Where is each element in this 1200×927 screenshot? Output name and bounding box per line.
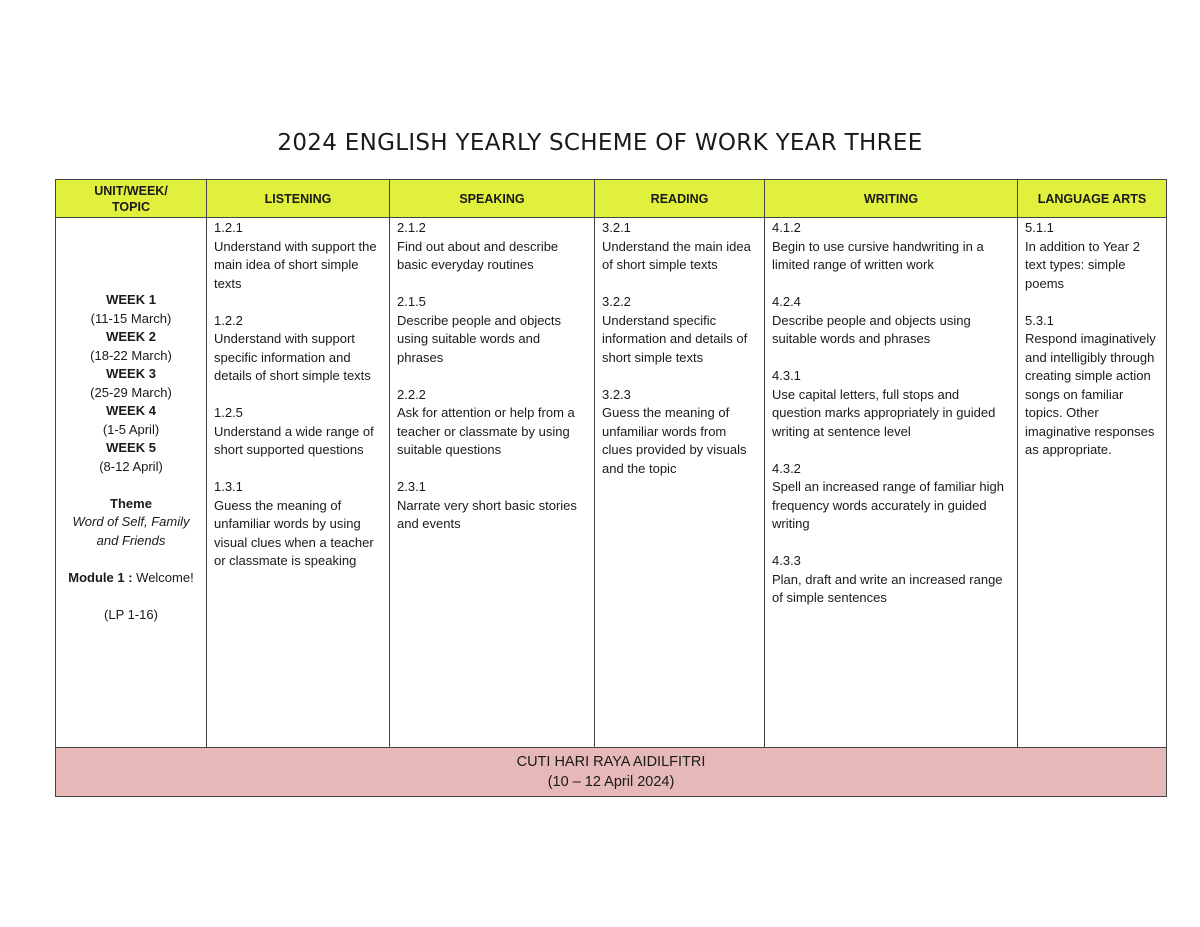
header-listening: LISTENING [207, 180, 390, 218]
theme-label: Theme [110, 495, 152, 511]
skill-description: Describe people and objects using suitable words and phrases [397, 312, 562, 365]
holiday-name: CUTI HARI RAYA AIDILFITRI [516, 754, 706, 770]
language-arts-item [1025, 312, 1160, 460]
speaking-item [397, 478, 588, 534]
unit-week-cell [56, 218, 207, 748]
week-2-dates: (18-22 March) [90, 347, 172, 363]
skill-code: 2.1.5 [397, 294, 426, 309]
language-arts-item [1025, 219, 1160, 293]
skill-code: 4.1.2 [772, 220, 801, 235]
skill-code: 4.3.2 [772, 460, 801, 476]
skill-code: 5.3.1 [1025, 312, 1054, 328]
skill-code: 2.1.2 [397, 220, 426, 235]
theme-text: Word of Self, Family and Friends [72, 514, 190, 548]
module-line [60, 569, 202, 588]
holiday-dates: (10 – 12 April 2024) [547, 774, 675, 790]
writing-item [772, 293, 1011, 349]
header-speaking: SPEAKING [390, 180, 595, 218]
lesson-plan-range: (LP 1-16) [104, 606, 158, 622]
writing-cell [765, 218, 1018, 748]
skill-description: Narrate very short basic stories and events [397, 497, 577, 531]
week-2-label: WEEK 2 [106, 329, 156, 344]
week-3-label: WEEK 3 [106, 366, 156, 381]
holiday-cell [56, 748, 1167, 797]
speaking-item [397, 293, 588, 367]
skill-description: Describe people and objects using suitable words and phrases [772, 312, 971, 346]
writing-item [772, 367, 1011, 441]
writing-item [772, 552, 1011, 608]
content-row [56, 218, 1167, 748]
listening-item [214, 312, 383, 386]
week-3-dates: (25-29 March) [90, 384, 172, 400]
skill-description: Understand specific information and details of short simple texts [602, 312, 748, 365]
reading-item [602, 386, 758, 479]
header-reading: READING [595, 180, 765, 218]
reading-item [602, 293, 758, 367]
skill-description: Guess the meaning of unfamiliar words from clues provided by visuals and the topic [602, 405, 747, 476]
language-arts-cell [1018, 218, 1167, 748]
week-1-dates: (11-15 March) [90, 310, 172, 326]
skill-code: 4.2.4 [772, 294, 801, 309]
week-4-label: WEEK 4 [106, 403, 156, 418]
skill-code: 2.3.1 [397, 479, 426, 494]
skill-description: Understand the main idea of short simple texts [602, 238, 751, 272]
skill-code: 5.1.1 [1025, 220, 1054, 235]
skill-code: 1.2.5 [214, 405, 243, 420]
skill-code: 1.2.1 [214, 220, 243, 235]
header-language-arts: LANGUAGE ARTS [1018, 180, 1167, 218]
speaking-cell [390, 218, 595, 748]
week-5-dates: (8-12 April) [99, 458, 163, 474]
week-1-label: WEEK 1 [106, 292, 156, 307]
skill-code: 1.3.1 [214, 479, 243, 494]
week-4-dates: (1-5 April) [102, 421, 160, 437]
skill-code: 1.2.2 [214, 312, 243, 328]
skill-code: 3.2.3 [602, 386, 631, 402]
reading-item [602, 219, 758, 275]
skill-description: Plan, draft and write an increased range of simple sentences [772, 571, 1003, 605]
header-writing: WRITING [765, 180, 1018, 218]
listening-item [214, 404, 383, 460]
skill-description: Find out about and describe basic everyday routines [397, 238, 559, 272]
skill-description: Respond imaginatively and intelligibly through creating simple action songs on familiar topics. Other imaginative responses as appropriate. [1025, 331, 1156, 457]
listening-item [214, 219, 383, 293]
writing-item [772, 219, 1011, 275]
header-row [56, 180, 1167, 218]
header-unit-line1: UNIT/WEEK/ [94, 183, 168, 198]
writing-item [772, 460, 1011, 534]
skill-code: 3.2.1 [602, 220, 631, 235]
speaking-item [397, 219, 588, 275]
page-title: 2024 ENGLISH YEARLY SCHEME OF WORK YEAR THREE [277, 130, 923, 156]
skill-code: 2.2.2 [397, 386, 426, 402]
header-unit-line2: TOPIC [112, 199, 150, 214]
skill-description: Use capital letters, full stops and question marks appropriately in guided writing at sentence level [772, 386, 996, 439]
scheme-of-work-table [55, 179, 1167, 797]
skill-code: 4.3.3 [772, 553, 801, 568]
reading-cell [595, 218, 765, 748]
holiday-row [56, 748, 1167, 797]
skill-description: Guess the meaning of unfamiliar words by using visual clues when a teacher or classmate is speaking [214, 497, 374, 568]
skill-code: 4.3.1 [772, 368, 801, 383]
module-name: Welcome! [132, 569, 194, 585]
skill-description: Understand with support the main idea of short simple texts [214, 238, 377, 291]
listening-cell [207, 218, 390, 748]
module-label: Module 1 : [68, 569, 133, 585]
skill-description: Ask for attention or help from a teacher or classmate by using suitable questions [397, 405, 575, 457]
skill-description: Spell an increased range of familiar high frequency words accurately in guided writing [772, 479, 1004, 531]
speaking-item [397, 386, 588, 460]
skill-description: Begin to use cursive handwriting in a limited range of written work [772, 238, 984, 272]
skill-description: Understand a wide range of short supported questions [214, 423, 374, 457]
week-5-label: WEEK 5 [106, 440, 156, 455]
listening-item [214, 478, 383, 571]
skill-description: Understand with support specific information and details of short simple texts [214, 331, 371, 383]
skill-description: In addition to Year 2 text types: simple poems [1025, 238, 1140, 291]
header-unit-week-topic [56, 180, 207, 218]
skill-code: 3.2.2 [602, 294, 631, 309]
